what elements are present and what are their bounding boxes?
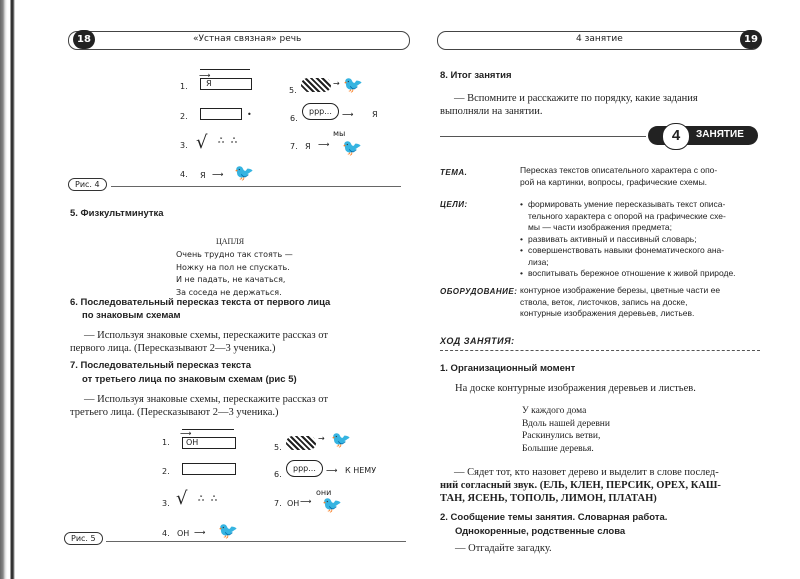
after-riddle-text — [440, 466, 721, 505]
section-1-title: 1. Организационный момент — [440, 363, 576, 374]
body-line: выполняли на занятии. — [440, 106, 543, 117]
body-line: — Вспомните и расскажите по порядку, какие задания — [454, 93, 698, 104]
book-binding — [0, 0, 20, 579]
fig4-word: Я — [372, 110, 378, 119]
left-header-title: «Устная связная» речь — [193, 34, 302, 44]
fig4-label: Рис. 4 — [68, 178, 107, 191]
fig5-word: ОН — [287, 499, 300, 508]
bird-icon: 🐦 — [234, 163, 254, 182]
speech-bubble: ррр... — [302, 103, 339, 120]
fig5-item-number: 7. — [274, 499, 282, 508]
fig5-word: ОН — [186, 438, 199, 447]
goals-list — [520, 199, 760, 280]
body-line: — Используя знаковые схемы, перескажите рассказ от — [84, 394, 328, 405]
riddle-line: Раскинулись ветви, — [522, 431, 601, 441]
hod-zanyatiya-label: ХОД ЗАНЯТИЯ: — [440, 336, 515, 346]
arrow-right-icon: ⟶ — [300, 497, 312, 506]
body-line: первого лица. (Пересказывают 2—3 ученика.) — [70, 343, 276, 354]
fig5-item-number: 3. — [162, 499, 170, 508]
celi-label: ЦЕЛИ: — [440, 200, 468, 209]
oborudovanie-text — [520, 285, 720, 320]
right-page-number: 19 — [740, 30, 762, 49]
fig4-item-number: 6. — [290, 114, 298, 123]
arrow-right-icon: ⟶ — [199, 71, 211, 80]
fig5-bar — [182, 463, 236, 475]
fig4-line — [200, 69, 250, 70]
speech-bubble: ррр... — [286, 460, 323, 477]
section-6-title: 6. Последовательный пересказ текста от первого лица — [70, 297, 331, 308]
section-1-body: На доске контурные изображения деревьев и листьев. — [455, 383, 696, 394]
fig4-item-number: 3. — [180, 141, 188, 150]
arrow-right-icon: → — [318, 434, 325, 443]
fig5-word: ОН — [177, 529, 190, 538]
section-7-title: 7. Последовательный пересказ текста — [70, 360, 252, 371]
arrow-right-icon: ⟶ — [326, 466, 338, 475]
bird-icon: 🐦 — [331, 430, 351, 449]
section-2-title-2: Однокоренные, родственные слова — [455, 526, 626, 537]
tema-label: ТЕМА. — [440, 168, 468, 177]
poem-line: Ножку на пол не спускать. — [176, 262, 290, 272]
body-line: — Используя знаковые схемы, перескажите рассказ от — [84, 330, 328, 341]
bird-icon: 🐦 — [322, 495, 342, 514]
arrow-right-icon: ⟶ — [212, 170, 224, 179]
section-2-title: 2. Сообщение темы занятия. Словарная работа. — [440, 512, 668, 523]
lesson-number: 4 — [662, 123, 690, 150]
checkmark-icon: √ — [176, 488, 188, 509]
divider — [106, 541, 406, 542]
poem-title: ЦАПЛЯ — [216, 237, 245, 246]
fig5-item-number: 4. — [162, 529, 170, 538]
fig5-item-number: 2. — [162, 467, 170, 476]
body-line: ний согласный звук. (ЕЛЬ, КЛЕН, ПЕРСИК, ОРЕХ, КАШ- — [440, 480, 721, 491]
oborudovanie-label: ОБОРУДОВАНИЕ: — [440, 287, 518, 296]
body-line: — Сядет тот, кто назовет дерево и выделит в слове послед- — [454, 467, 719, 478]
section-7-body — [70, 393, 328, 419]
right-header-title: 4 занятие — [576, 34, 623, 44]
riddle-line: У каждого дома — [522, 406, 587, 416]
section-6-title-2: по знаковым схемам — [82, 310, 181, 321]
tema-text — [520, 164, 717, 188]
dot-icon: • — [247, 110, 252, 119]
fig4-word: мы — [333, 129, 346, 138]
footprints-icon: ஃ ஃ — [218, 136, 240, 145]
fig4-item-number: 7. — [290, 142, 298, 151]
goal-item: • формировать умение пересказывать текст описа- — [520, 199, 760, 211]
section-7-title-2: от третьего лица по знаковым схемам (рис 5) — [82, 374, 297, 385]
lesson-badge — [648, 126, 758, 145]
riddle-line: Большие деревья. — [522, 443, 594, 454]
divider — [111, 186, 401, 187]
arrow-right-icon: → — [333, 79, 340, 88]
footprints-icon: ஃ ஃ — [198, 494, 220, 503]
tema-line: рой на картинки, вопросы, графические схемы. — [520, 177, 708, 187]
obor-line: ствола, веток, листочков, запись на доске, — [520, 296, 688, 307]
fig5-item-number: 1. — [162, 438, 170, 447]
fig5-item-number: 6. — [274, 470, 282, 479]
poem-line: Очень трудно так стоять — — [176, 250, 293, 259]
fig5-item-number: 5. — [274, 443, 282, 452]
fig4-word: Я — [206, 79, 212, 88]
body-line: третьего лица. (Пересказывают 2—3 ученика.) — [70, 407, 279, 418]
goal-item: • воспитывать бережное отношение к живой природе. — [520, 268, 760, 280]
fig4-item-number: 4. — [180, 170, 188, 179]
fig5-word: они — [316, 488, 332, 497]
goal-item-cont: лиза; — [528, 256, 549, 267]
checkmark-icon: √ — [196, 132, 208, 153]
section-8-body — [440, 92, 698, 118]
right-page-header — [437, 31, 761, 50]
riddle — [522, 405, 610, 455]
bird-icon: 🐦 — [342, 138, 362, 157]
section-2-body: — Отгадайте загадку. — [455, 543, 552, 554]
section-6-body — [70, 329, 328, 355]
section-8-title: 8. Итог занятия — [440, 70, 512, 81]
lesson-word: ЗАНЯТИЕ — [696, 129, 744, 140]
body-line: ТАН, ЯСЕНЬ, ТОПОЛЬ, ЛИМОН, ПЛАТАН) — [440, 493, 657, 504]
left-page-header — [68, 31, 410, 50]
fig4-item-number: 5. — [289, 86, 297, 95]
goal-item-cont: мы — части изображения предмета; — [528, 222, 673, 232]
bush-icon — [301, 78, 331, 92]
divider — [440, 350, 760, 351]
fig4-word: Я — [305, 142, 311, 151]
poem-line: За соседа не держаться. — [176, 287, 282, 297]
poem-line: И не падать, не качаться, — [176, 275, 286, 284]
left-page-number: 18 — [73, 30, 95, 49]
obor-line: контурное изображение березы, цветные части ее — [520, 285, 721, 295]
arrow-right-icon: ⟶ — [180, 429, 192, 438]
fig4-item-number: 2. — [180, 112, 188, 121]
tema-line: Пересказ текстов описательного характера с опо- — [520, 165, 718, 175]
bird-icon: 🐦 — [218, 521, 238, 540]
fig4-bar — [200, 108, 242, 120]
goal-item: • развивать активный и пассивный словарь; — [520, 234, 760, 246]
arrow-right-icon: ⟶ — [318, 140, 330, 149]
arrow-right-icon: ⟶ — [194, 528, 206, 537]
goal-item-cont: тельного характера с опорой на графические схе- — [528, 210, 726, 221]
bush-icon — [286, 436, 316, 450]
fig5-label: Рис. 5 — [64, 532, 103, 545]
riddle-line: Вдоль нашей деревни — [522, 418, 610, 429]
goal-item: • совершенствовать навыки фонематического ана- — [520, 245, 760, 257]
divider — [440, 136, 646, 137]
poem — [176, 249, 293, 299]
obor-line: контурные изображения деревьев, листьев. — [520, 308, 695, 318]
arrow-right-icon: ⟶ — [342, 110, 354, 119]
bird-icon: 🐦 — [343, 75, 363, 94]
fig4-item-number: 1. — [180, 82, 188, 91]
fig5-word: К НЕМУ — [345, 466, 377, 475]
section-5-title: 5. Физкультминутка — [70, 208, 164, 219]
fig4-word: Я — [200, 171, 206, 180]
